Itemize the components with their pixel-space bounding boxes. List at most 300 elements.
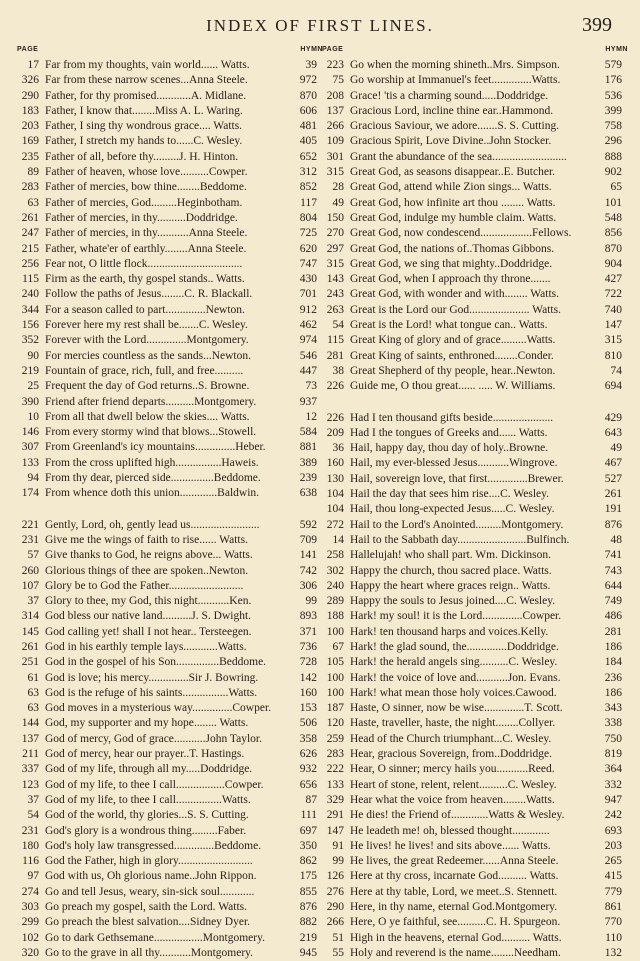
index-entry bbox=[322, 732, 622, 747]
entry-first-line: He lives, the great Redeemer......Anna Steele. bbox=[350, 855, 559, 868]
index-entry bbox=[322, 885, 622, 900]
entry-first-line: Go preach the blest salvation....Sidney Dyer. bbox=[45, 916, 251, 929]
entry-page: 100 bbox=[326, 686, 344, 699]
entry-page: 120 bbox=[326, 717, 344, 730]
entry-hymn: 888 bbox=[604, 150, 622, 163]
entry-page: 28 bbox=[332, 181, 344, 194]
entry-first-line: Glory be to God the Father.......................... bbox=[45, 579, 244, 592]
entry-first-line: Gracious Saviour, we adore.......S. S. Cutting. bbox=[350, 120, 560, 133]
entry-hymn: 548 bbox=[604, 211, 622, 224]
entry-first-line: Give thanks to God, he reigns above... Watts. bbox=[45, 549, 253, 562]
entry-page: 337 bbox=[21, 763, 39, 776]
entry-page: 57 bbox=[27, 549, 39, 562]
entry-first-line: God of my life, to thee I call................Watts. bbox=[45, 793, 251, 806]
column-header bbox=[322, 46, 628, 58]
index-entry bbox=[322, 609, 622, 624]
entry-hymn: 462 bbox=[299, 319, 317, 332]
entry-page: 302 bbox=[326, 564, 344, 577]
index-entry bbox=[322, 548, 622, 563]
entry-page: 390 bbox=[21, 395, 39, 408]
index-entry bbox=[322, 379, 622, 394]
entry-page: 145 bbox=[21, 625, 39, 638]
index-entry bbox=[322, 441, 622, 456]
entry-first-line: Great God, the nations of..Thomas Gibbons. bbox=[350, 242, 555, 255]
entry-first-line: Great God, with wonder and with........ Watts. bbox=[350, 288, 560, 301]
entry-hymn: 741 bbox=[604, 549, 622, 562]
entry-first-line: From the cross uplifted high................Haweis. bbox=[45, 456, 259, 469]
page-label: PAGE bbox=[322, 46, 344, 53]
entry-page: 289 bbox=[326, 595, 344, 608]
entry-page: 90 bbox=[27, 349, 39, 362]
entry-page: 243 bbox=[326, 288, 344, 301]
entry-first-line: God calling yet! shall I not hear.. Tersteegen. bbox=[45, 625, 252, 638]
entry-hymn: 742 bbox=[299, 564, 317, 577]
index-entry bbox=[17, 839, 317, 854]
entry-hymn: 862 bbox=[299, 855, 317, 868]
entry-hymn: 937 bbox=[299, 395, 317, 408]
entry-first-line: Forever with the Lord..............Montgomery. bbox=[45, 334, 249, 347]
entry-first-line: God of the world, thy glories...S. S. Cutting. bbox=[45, 809, 249, 822]
entry-first-line: Hark! the herald angels sing..........C. Wesley. bbox=[350, 656, 558, 669]
entry-first-line: Haste, traveller, haste, the night........Collyer. bbox=[350, 717, 556, 730]
page-number: 399 bbox=[582, 14, 612, 36]
entry-hymn: 693 bbox=[604, 824, 622, 837]
entry-first-line: Give me the wings of faith to rise...... Watts. bbox=[45, 533, 248, 546]
entry-page: 259 bbox=[326, 732, 344, 745]
index-entry bbox=[322, 211, 622, 226]
index-entry bbox=[322, 226, 622, 241]
index-entry bbox=[322, 701, 622, 716]
entry-page: 10 bbox=[27, 410, 39, 423]
entry-hymn: 506 bbox=[299, 717, 317, 730]
entry-first-line: Go when the morning shineth..Mrs. Simpson. bbox=[350, 59, 560, 71]
entry-page: 63 bbox=[27, 702, 39, 715]
entry-first-line: Hail, my ever-blessed Jesus...........Wingrove. bbox=[350, 457, 558, 470]
entry-hymn: 697 bbox=[299, 824, 317, 837]
entry-page: 222 bbox=[326, 763, 344, 776]
entry-page: 215 bbox=[21, 242, 39, 255]
index-entry bbox=[17, 104, 317, 119]
entry-first-line: Great God, indulge my humble claim. Watts. bbox=[350, 211, 557, 224]
entry-page: 211 bbox=[22, 748, 39, 761]
entry-hymn: 876 bbox=[299, 901, 317, 914]
index-entry bbox=[322, 747, 622, 762]
entry-hymn: 804 bbox=[299, 211, 317, 224]
entry-hymn: 481 bbox=[299, 120, 317, 133]
entry-first-line: Father, I know that........Miss A. L. Waring. bbox=[45, 104, 243, 117]
entry-page: 352 bbox=[21, 334, 39, 347]
entry-hymn: 902 bbox=[604, 166, 622, 179]
entry-page: 283 bbox=[326, 748, 344, 761]
entry-first-line: Far from my thoughts, vain world...... Watts. bbox=[45, 59, 250, 71]
entry-hymn: 722 bbox=[604, 288, 622, 301]
entry-first-line: From thy dear, pierced side...............Beddome. bbox=[45, 472, 261, 485]
index-entry bbox=[17, 471, 317, 486]
entry-first-line: Hark! the voice of love and...........Jon. Evans. bbox=[350, 671, 561, 684]
entry-first-line: Father of mercies, in thy..........Doddridge. bbox=[45, 211, 238, 224]
entry-hymn: 405 bbox=[299, 135, 317, 148]
entry-page: 102 bbox=[21, 931, 39, 944]
index-entry bbox=[322, 716, 622, 731]
entry-page: 109 bbox=[326, 135, 344, 148]
entry-hymn: 579 bbox=[604, 59, 622, 71]
entry-hymn: 709 bbox=[299, 533, 317, 546]
index-entry bbox=[17, 747, 317, 762]
index-entry bbox=[322, 518, 622, 533]
entry-page: 326 bbox=[21, 74, 39, 87]
index-entry bbox=[322, 333, 622, 348]
index-entry bbox=[17, 58, 317, 73]
entry-first-line: Hark! ten thousand harps and voices.Kelly. bbox=[350, 625, 549, 638]
index-entry bbox=[17, 89, 317, 104]
entry-page: 37 bbox=[27, 595, 39, 608]
entry-hymn: 203 bbox=[604, 839, 622, 852]
index-entry bbox=[322, 364, 622, 379]
entry-first-line: Grace! 'tis a charming sound.....Doddridge. bbox=[350, 89, 549, 102]
entry-first-line: He lives! he lives! and sits above...... Watts. bbox=[350, 839, 551, 852]
entry-page: 105 bbox=[326, 656, 344, 669]
entry-first-line: God bless our native land..........J. S. Dwight. bbox=[45, 610, 252, 623]
entry-page: 180 bbox=[21, 839, 39, 852]
entry-page: 150 bbox=[326, 211, 344, 224]
index-entry bbox=[17, 701, 317, 716]
entry-hymn: 486 bbox=[604, 610, 622, 623]
index-entry bbox=[17, 226, 317, 241]
entry-first-line: Hail the day that sees him rise....C. Wesley. bbox=[350, 488, 550, 501]
entry-first-line: Had I the tongues of Greeks and...... Watts. bbox=[350, 426, 548, 439]
index-entry bbox=[17, 900, 317, 915]
entry-page: 143 bbox=[326, 273, 344, 286]
entry-page: 61 bbox=[27, 671, 39, 684]
index-entry bbox=[17, 165, 317, 180]
left-group-f bbox=[17, 58, 317, 502]
entry-first-line: Gracious Lord, incline thine ear..Hammond. bbox=[350, 104, 554, 117]
entry-first-line: Father, I stretch my hands to......C. Wesley. bbox=[45, 135, 243, 148]
entry-page: 261 bbox=[21, 211, 39, 224]
entry-first-line: Hail, thou long-expected Jesus.....C. Wesley. bbox=[350, 503, 555, 516]
index-entry bbox=[322, 625, 622, 640]
left-group-g bbox=[17, 518, 317, 961]
entry-hymn: 620 bbox=[299, 242, 317, 255]
index-entry bbox=[17, 716, 317, 731]
entry-hymn: 546 bbox=[299, 349, 317, 362]
index-entry bbox=[322, 640, 622, 655]
entry-first-line: Here at thy table, Lord, we meet..S. Stennett. bbox=[350, 885, 558, 898]
entry-hymn: 882 bbox=[299, 916, 317, 929]
entry-first-line: He leadeth me! oh, blessed thought............. bbox=[350, 824, 550, 837]
entry-hymn: 350 bbox=[299, 839, 317, 852]
entry-hymn: 584 bbox=[299, 426, 317, 439]
entry-page: 240 bbox=[326, 579, 344, 592]
entry-first-line: Head of the Church triumphant...C. Wesley. bbox=[350, 732, 552, 745]
entry-first-line: Grant the abundance of the sea.......................... bbox=[350, 150, 567, 163]
entry-page: 187 bbox=[326, 702, 344, 715]
entry-page: 104 bbox=[326, 503, 344, 516]
entry-hymn: 141 bbox=[299, 549, 317, 562]
entry-page: 91 bbox=[332, 839, 344, 852]
entry-page: 75 bbox=[332, 74, 344, 87]
entry-page: 283 bbox=[21, 181, 39, 194]
entry-first-line: For mercies countless as the sands...Newton. bbox=[45, 349, 252, 362]
entry-first-line: Happy the souls to Jesus joined....C. Wesley. bbox=[350, 595, 556, 608]
entry-hymn: 592 bbox=[299, 518, 317, 531]
entry-page: 299 bbox=[21, 916, 39, 929]
entry-hymn: 427 bbox=[604, 273, 622, 286]
entry-first-line: Happy the church, thou sacred place. Watts. bbox=[350, 564, 552, 577]
index-entry bbox=[322, 931, 622, 946]
entry-first-line: Heart of stone, relent, relent..........C. Wesley. bbox=[350, 778, 557, 791]
entry-page: 226 bbox=[326, 411, 344, 424]
entry-page: 270 bbox=[326, 227, 344, 240]
entry-hymn: 430 bbox=[299, 273, 317, 286]
index-entry bbox=[322, 533, 622, 548]
entry-page: 123 bbox=[21, 778, 39, 791]
entry-first-line: From every stormy wind that blows...Stowell. bbox=[45, 426, 257, 439]
entry-page: 126 bbox=[326, 870, 344, 883]
index-entry bbox=[17, 655, 317, 670]
entry-hymn: 49 bbox=[610, 442, 622, 455]
entry-first-line: For a season called to part..............Newton. bbox=[45, 303, 245, 316]
index-entry bbox=[322, 104, 622, 119]
entry-hymn: 186 bbox=[604, 686, 622, 699]
index-entry bbox=[322, 762, 622, 777]
index-entry bbox=[17, 793, 317, 808]
entry-hymn: 429 bbox=[604, 411, 622, 424]
index-entry bbox=[322, 778, 622, 793]
entry-hymn: 861 bbox=[604, 901, 622, 914]
entry-first-line: Father of heaven, whose love..........Cowper. bbox=[45, 166, 248, 179]
entry-page: 260 bbox=[21, 564, 39, 577]
entry-hymn: 153 bbox=[299, 702, 317, 715]
index-entry bbox=[322, 257, 622, 272]
index-entry bbox=[322, 58, 622, 73]
entry-page: 169 bbox=[21, 135, 39, 148]
entry-hymn: 186 bbox=[604, 640, 622, 653]
page-label: PAGE bbox=[17, 46, 39, 53]
entry-page: 231 bbox=[21, 824, 39, 837]
entry-page: 55 bbox=[332, 946, 344, 959]
entry-hymn: 265 bbox=[604, 855, 622, 868]
entry-first-line: Father, for thy promised............A. Midlane. bbox=[45, 89, 247, 102]
index-entry bbox=[322, 134, 622, 149]
entry-first-line: Hark! my soul! it is the Lord..............Cowper. bbox=[350, 610, 562, 623]
entry-first-line: From whence doth this union.............Baldwin. bbox=[45, 487, 260, 500]
entry-first-line: Hail, sovereign love, that first..............Brewer. bbox=[350, 472, 564, 485]
entry-hymn: 236 bbox=[604, 671, 622, 684]
entry-hymn: 358 bbox=[299, 732, 317, 745]
entry-hymn: 972 bbox=[299, 74, 317, 87]
entry-page: 14 bbox=[332, 533, 344, 546]
index-entry bbox=[322, 349, 622, 364]
entry-hymn: 176 bbox=[604, 74, 622, 87]
entry-page: 147 bbox=[326, 824, 344, 837]
entry-page: 301 bbox=[326, 150, 344, 163]
entry-hymn: 447 bbox=[299, 364, 317, 377]
entry-first-line: Great King of saints, enthroned........Conder. bbox=[350, 349, 554, 362]
entry-page: 274 bbox=[21, 885, 39, 898]
entry-first-line: Go and tell Jesus, weary, sin-sick soul............ bbox=[45, 885, 255, 898]
entry-page: 137 bbox=[21, 732, 39, 745]
entry-hymn: 856 bbox=[604, 227, 622, 240]
entry-first-line: Had I ten thousand gifts beside..................... bbox=[350, 411, 554, 424]
entry-page: 144 bbox=[21, 717, 39, 730]
entry-page: 344 bbox=[21, 303, 39, 316]
entry-page: 329 bbox=[326, 793, 344, 806]
index-entry bbox=[17, 915, 317, 930]
entry-hymn: 810 bbox=[604, 349, 622, 362]
entry-first-line: Hail to the Sabbath day........................Bulfinch. bbox=[350, 533, 570, 546]
entry-first-line: God of my life, to thee I call.................Cowper. bbox=[45, 778, 264, 791]
entry-hymn: 881 bbox=[299, 441, 317, 454]
entry-first-line: Frequent the day of God returns..S. Browne. bbox=[45, 380, 250, 393]
entry-first-line: Hail to the Lord's Anointed.........Montgomery. bbox=[350, 518, 564, 531]
entry-first-line: Forever here my rest shall be.......C. Wesley. bbox=[45, 319, 248, 332]
entry-hymn: 117 bbox=[300, 196, 317, 209]
entry-first-line: God of mercy, God of grace...........John Taylor. bbox=[45, 732, 263, 745]
entry-hymn: 974 bbox=[299, 334, 317, 347]
entry-page: 276 bbox=[326, 885, 344, 898]
index-entry bbox=[322, 150, 622, 165]
index-entry bbox=[17, 609, 317, 624]
index-entry bbox=[322, 119, 622, 134]
entry-hymn: 912 bbox=[299, 303, 317, 316]
index-entry bbox=[17, 134, 317, 149]
index-entry bbox=[17, 318, 317, 333]
entry-hymn: 819 bbox=[604, 748, 622, 761]
entry-first-line: God in the gospel of his Son...............Beddome. bbox=[45, 656, 267, 669]
entry-hymn: 315 bbox=[604, 334, 622, 347]
index-entry bbox=[322, 564, 622, 579]
entry-first-line: Hark! the glad sound, the..............Doddridge. bbox=[350, 640, 559, 653]
entry-page: 174 bbox=[21, 487, 39, 500]
entry-page: 133 bbox=[21, 456, 39, 469]
entry-page: 54 bbox=[332, 319, 344, 332]
entry-page: 188 bbox=[326, 610, 344, 623]
index-entry bbox=[322, 303, 622, 318]
index-entry bbox=[17, 287, 317, 302]
entry-page: 223 bbox=[326, 59, 344, 71]
entry-page: 49 bbox=[332, 196, 344, 209]
entry-page: 133 bbox=[326, 778, 344, 791]
entry-hymn: 694 bbox=[604, 380, 622, 393]
entry-first-line: From Greenland's icy mountains..............Heber. bbox=[45, 441, 266, 454]
entry-first-line: God moves in a mysterious way..............Cowper. bbox=[45, 702, 272, 715]
entry-hymn: 343 bbox=[604, 702, 622, 715]
index-entry bbox=[17, 440, 317, 455]
entry-first-line: Firm as the earth, thy gospel stands.. Watts. bbox=[45, 273, 245, 286]
entry-page: 219 bbox=[21, 364, 39, 377]
entry-first-line: God, my supporter and my hope........ Watts. bbox=[45, 717, 249, 730]
index-entry bbox=[322, 73, 622, 88]
index-entry bbox=[322, 456, 622, 471]
entry-first-line: God of mercy, hear our prayer..T. Hastings. bbox=[45, 748, 245, 761]
entry-page: 37 bbox=[27, 793, 39, 806]
index-entry bbox=[17, 885, 317, 900]
entry-hymn: 332 bbox=[604, 778, 622, 791]
index-entry bbox=[17, 625, 317, 640]
entry-hymn: 160 bbox=[299, 686, 317, 699]
index-entry bbox=[322, 287, 622, 302]
entry-first-line: Friend after friend departs..........Montgomery. bbox=[45, 395, 257, 408]
entry-page: 307 bbox=[21, 441, 39, 454]
index-entry bbox=[17, 686, 317, 701]
entry-page: 130 bbox=[326, 472, 344, 485]
entry-hymn: 656 bbox=[299, 778, 317, 791]
left-column bbox=[17, 46, 323, 961]
entry-first-line: Go to dark Gethsemane.................Montgomery. bbox=[45, 931, 265, 944]
entry-first-line: Follow the paths of Jesus........C. R. Blackall. bbox=[45, 288, 253, 301]
index-entry bbox=[17, 242, 317, 257]
entry-hymn: 626 bbox=[299, 748, 317, 761]
entry-hymn: 747 bbox=[299, 257, 317, 270]
entry-first-line: Hark! what mean those holy voices.Cawood. bbox=[350, 686, 557, 699]
entry-page: 256 bbox=[21, 257, 39, 270]
entry-hymn: 638 bbox=[299, 487, 317, 500]
index-entry bbox=[322, 180, 622, 195]
entry-page: 25 bbox=[27, 380, 39, 393]
entry-page: 63 bbox=[27, 686, 39, 699]
entry-first-line: God's glory is a wondrous thing.........Faber. bbox=[45, 824, 247, 837]
index-entry bbox=[17, 456, 317, 471]
entry-page: 266 bbox=[326, 916, 344, 929]
entry-page: 54 bbox=[27, 809, 39, 822]
entry-first-line: Go preach my gospel, saith the Lord. Watts. bbox=[45, 901, 247, 914]
entry-page: 266 bbox=[326, 120, 344, 133]
entry-hymn: 852 bbox=[299, 181, 317, 194]
entry-page: 156 bbox=[21, 319, 39, 332]
entry-hymn: 904 bbox=[604, 257, 622, 270]
index-entry bbox=[17, 869, 317, 884]
entry-hymn: 728 bbox=[299, 656, 317, 669]
entry-hymn: 147 bbox=[604, 319, 622, 332]
entry-first-line: Gently, Lord, oh, gently lead us........................ bbox=[45, 518, 260, 531]
index-entry bbox=[322, 854, 622, 869]
entry-first-line: God of my life, through all my.....Doddridge. bbox=[45, 763, 253, 776]
entry-page: 314 bbox=[21, 610, 39, 623]
index-entry bbox=[322, 793, 622, 808]
entry-hymn: 870 bbox=[604, 242, 622, 255]
entry-page: 67 bbox=[332, 640, 344, 653]
entry-first-line: Here at thy cross, incarnate God.......... Watts. bbox=[350, 870, 559, 883]
entry-first-line: Great King of glory and of grace.........Watts. bbox=[350, 334, 556, 347]
entry-page: 104 bbox=[326, 488, 344, 501]
entry-page: 100 bbox=[326, 671, 344, 684]
index-entry bbox=[322, 318, 622, 333]
entry-page: 160 bbox=[326, 457, 344, 470]
entry-hymn: 389 bbox=[299, 456, 317, 469]
entry-hymn: 652 bbox=[299, 150, 317, 163]
entry-page: 290 bbox=[326, 901, 344, 914]
entry-page: 261 bbox=[21, 640, 39, 653]
entry-hymn: 111 bbox=[300, 809, 317, 822]
entry-hymn: 184 bbox=[604, 656, 622, 669]
index-entry bbox=[17, 518, 317, 533]
entry-page: 116 bbox=[22, 855, 39, 868]
entry-page: 281 bbox=[326, 349, 344, 362]
index-entry bbox=[322, 594, 622, 609]
entry-first-line: Haste, O sinner, now be wise..............T. Scott. bbox=[350, 702, 563, 715]
entry-page: 258 bbox=[326, 549, 344, 562]
entry-hymn: 175 bbox=[299, 870, 317, 883]
index-entry bbox=[322, 411, 622, 426]
entry-page: 240 bbox=[21, 288, 39, 301]
entry-hymn: 364 bbox=[604, 763, 622, 776]
index-entry bbox=[17, 379, 317, 394]
entry-hymn: 242 bbox=[604, 809, 622, 822]
entry-first-line: Great God, how infinite art thou ........ Watts. bbox=[350, 196, 556, 209]
index-entry bbox=[322, 655, 622, 670]
entry-hymn: 65 bbox=[610, 181, 622, 194]
